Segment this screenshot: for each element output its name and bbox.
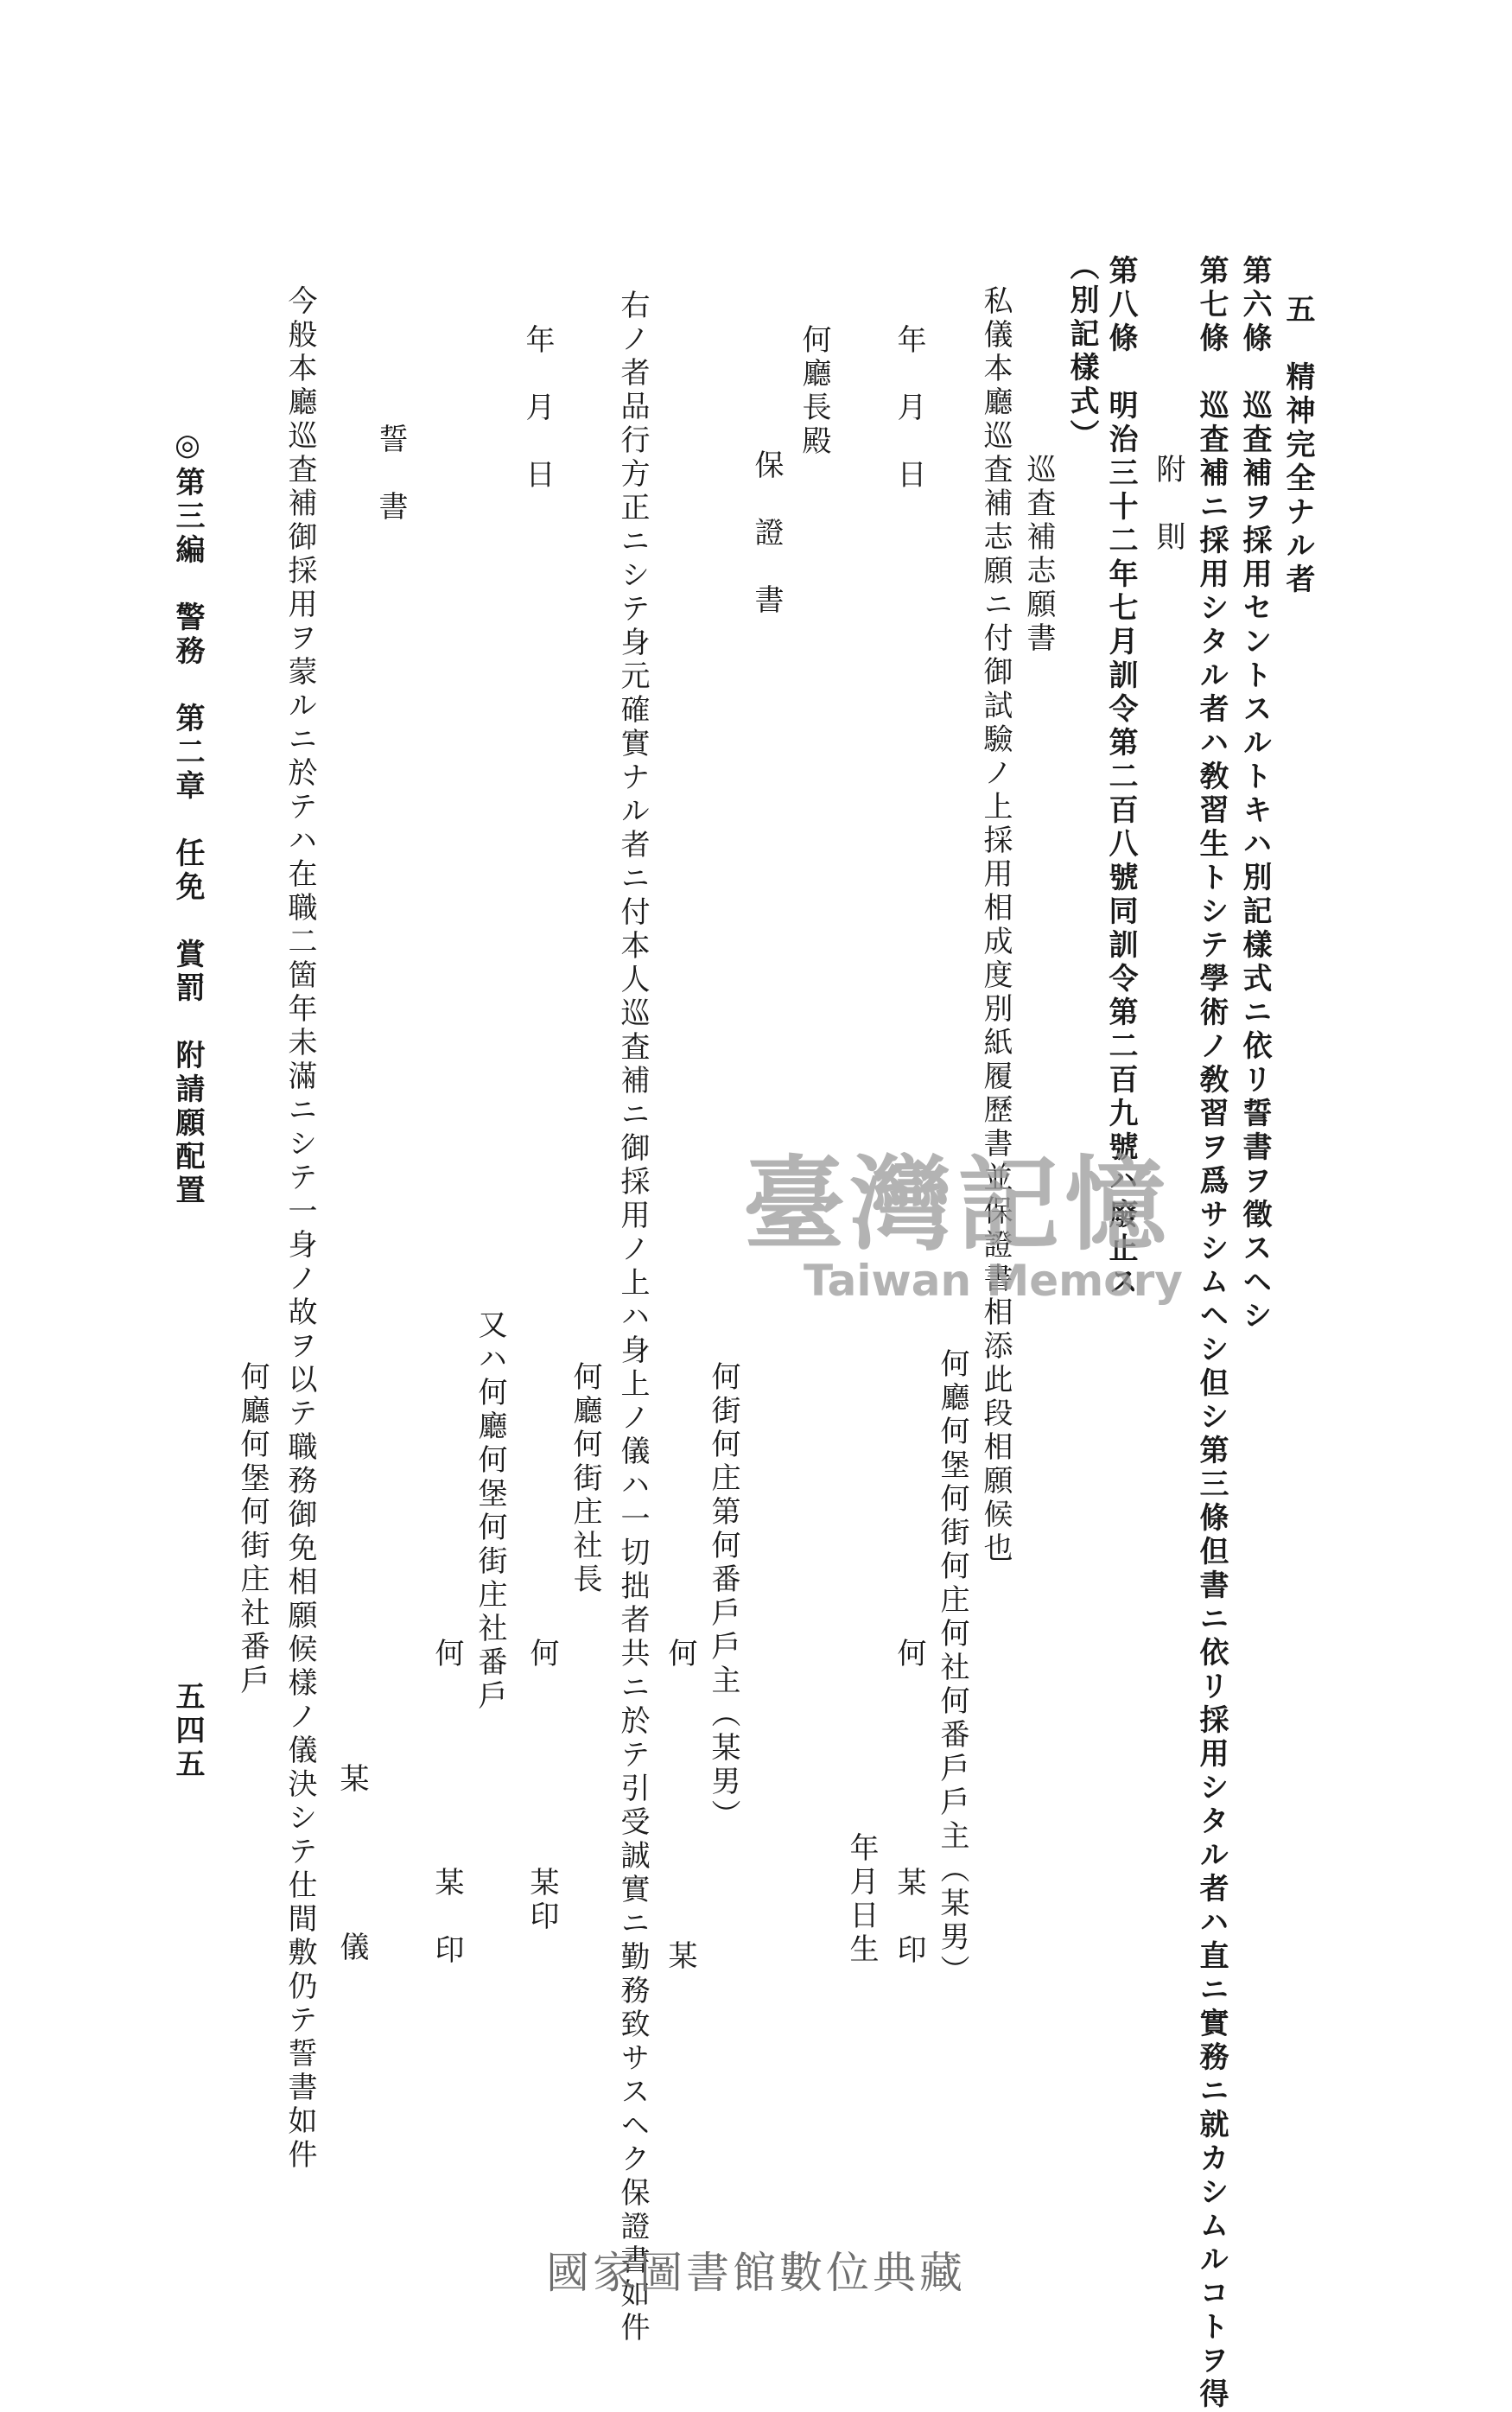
text-line-application-body: 私儀本廳巡査補志願ニ付御試驗ノ上採用相成度別紙履歷書並保證書相添此段相願候也: [978, 285, 1013, 1566]
text-line-article-7: 第七條 巡査補ニ採用シタル者ハ敎習生トシテ學術ノ敎習ヲ爲サシムヘシ但シ第三條但書ニ依リ採用シタル者ハ直ニ實務ニ就カシムルコトヲ得: [1194, 255, 1229, 2412]
text-line-alternate-address: 又ハ何廳何堡何街庄社番戶: [473, 1309, 507, 1714]
guarantor-seal-line: 某: [663, 1940, 697, 1974]
oath-name-mark: 某: [334, 1763, 369, 1797]
birth-date-line: 年月日生: [844, 1832, 879, 1967]
watermark-english: Taiwan Memory: [804, 1256, 1183, 1306]
text-line-guarantor-address: 何街何庄第何番戶戶主（某男）: [706, 1361, 740, 1833]
text-line-article-6: 第六條 巡査補ヲ採用セントスルトキハ別記樣式ニ依リ誓書ヲ徵スヘシ: [1237, 255, 1272, 1333]
heading-oath-form: 誓 書: [373, 423, 408, 525]
watermark-chinese: 臺灣記憶: [743, 1144, 1172, 1264]
running-footer: ◎第三編 警務 第二章 任免 賞罰 附請願配置: [170, 428, 205, 1208]
text-line-oath-address: 何廳何堡何街庄社番戶: [235, 1361, 270, 1698]
text-line-headman: 何廳何街庄社長: [568, 1361, 602, 1597]
oath-name-suffix: 儀: [334, 1932, 369, 1965]
guarantor-surname: 何: [663, 1638, 697, 1671]
watermark: [743, 1144, 1227, 1318]
headman-seal-line: 某印: [524, 1867, 559, 1934]
text-line-item-5: 五 精神完全ナル者: [1280, 294, 1315, 597]
applicant-surname: 何: [892, 1638, 926, 1671]
alternate-seal-line: 某 印: [429, 1867, 464, 1968]
page-number: 五四五: [170, 1681, 205, 1782]
heading-guarantee-form: 保 證 書: [749, 449, 784, 618]
text-line-applicant-address: 何廳何堡何街何庄何社何番戶戶主（某男）: [935, 1348, 969, 1989]
label-appended-form: （別記樣式）: [1064, 251, 1099, 453]
alternate-surname: 何: [429, 1638, 464, 1671]
heading-supplementary-provisions: 附 則: [1151, 454, 1185, 555]
text-line-oath-body: 今般本廳巡査補御採用ヲ蒙ルニ於テハ在職二箇年未滿ニシテ一身ノ故ヲ以テ職務御免相願候樣ノ儀決シテ仕間敷仍テ誓書如件: [283, 285, 317, 2173]
date-line: 年 月 日: [520, 324, 555, 493]
applicant-seal-line: 某 印: [892, 1867, 926, 1968]
addressee-line: 何廳長殿: [797, 324, 831, 459]
heading-application-form: 巡査補志願書: [1021, 454, 1056, 656]
footer-archive-label: 國家圖書館數位典藏: [546, 2248, 966, 2298]
date-line: 年 月 日: [892, 324, 926, 493]
headman-surname: 何: [524, 1638, 559, 1671]
text-line-article-8: 第八條 明治三十二年七月訓令第二百八號同訓令第二百九號ハ廢止ス: [1103, 255, 1138, 1300]
text-line-guarantee-body: 右ノ者品行方正ニシテ身元確實ナル者ニ付本人巡査補ニ御採用ノ上ハ身上ノ儀ハ一切拙者共ニ於テ引受誠實ニ勤務致サスヘク保證書如件: [615, 290, 650, 2345]
